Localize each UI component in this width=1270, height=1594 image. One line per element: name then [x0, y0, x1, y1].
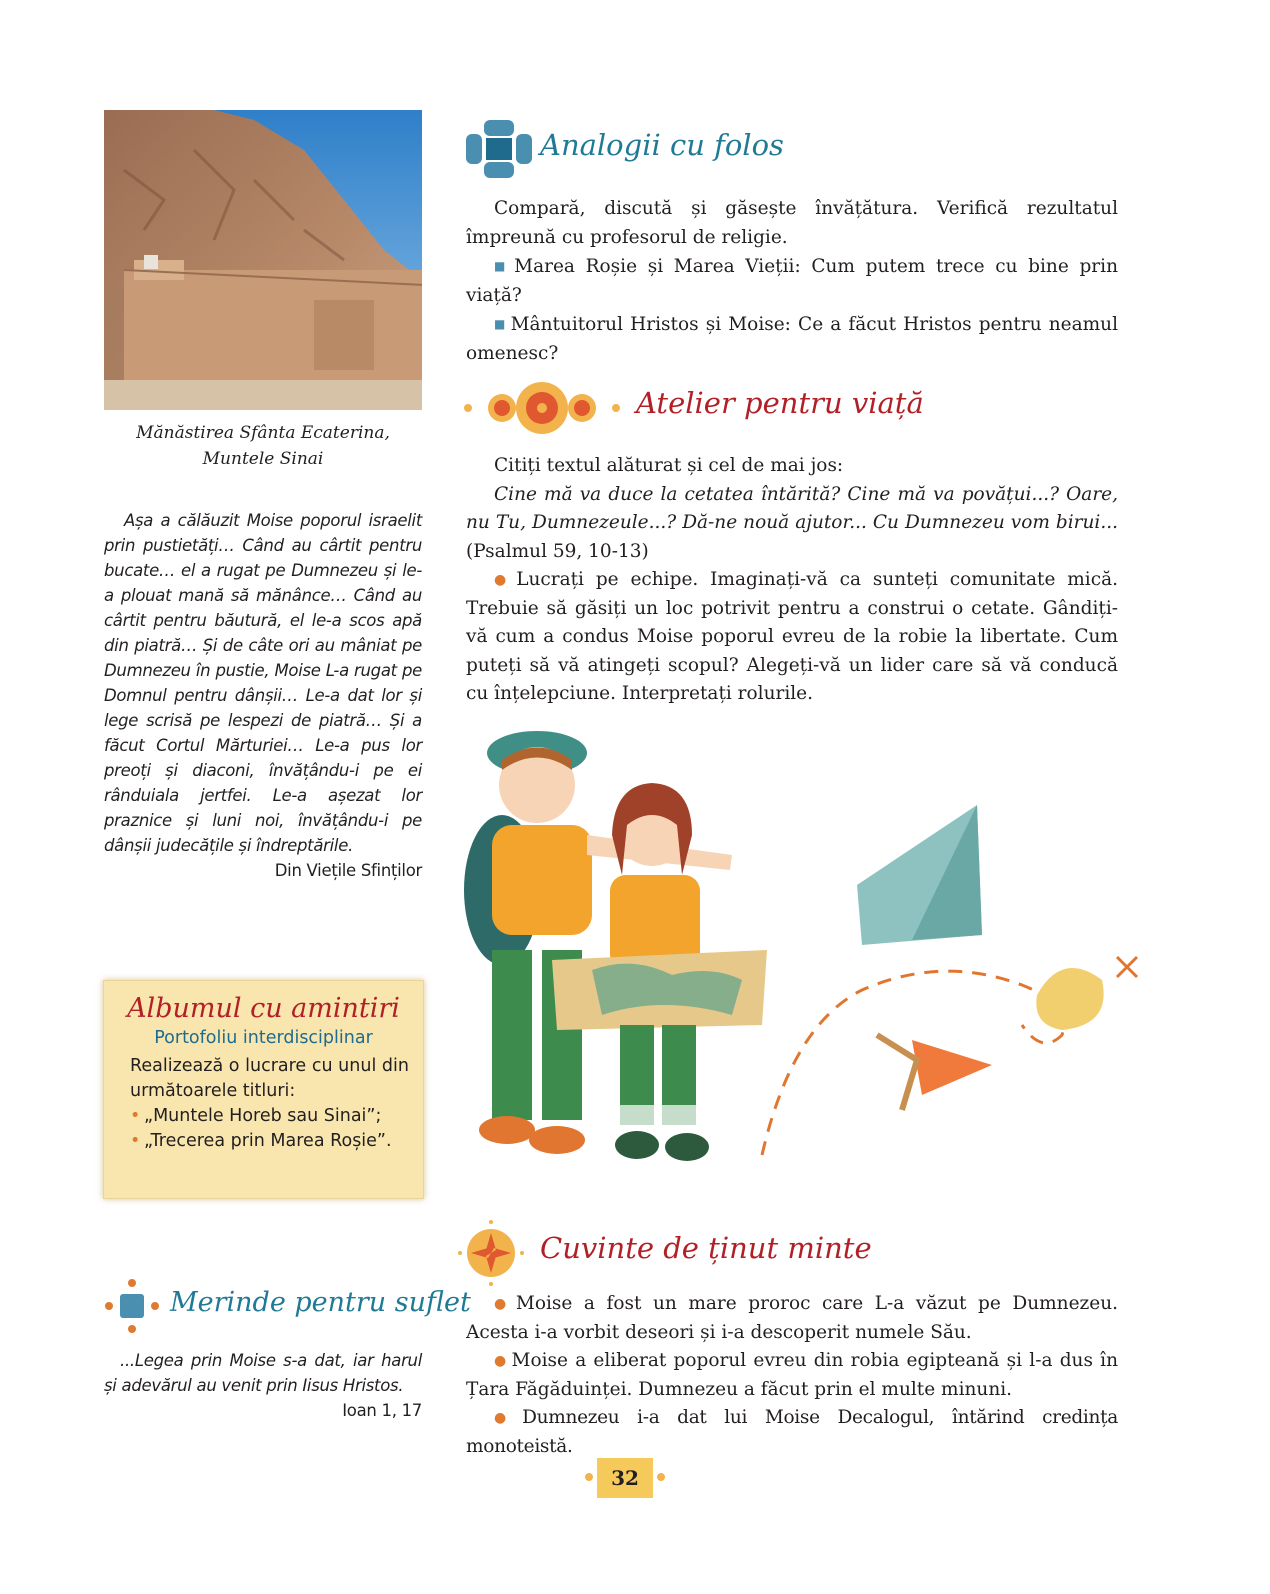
album-item: • „Trecerea prin Marea Roșie”. [130, 1129, 409, 1154]
album-intro: Realizează o lucrare cu unul din următoarele titluri: [130, 1056, 409, 1101]
album-item: • „Muntele Horeb sau Sinai”; [130, 1104, 409, 1129]
analogii-body [466, 195, 1118, 368]
album-box [103, 980, 424, 1199]
atelier-body [466, 452, 1118, 709]
photo-caption-line1: Mănăstirea Sfânta Ecaterina, [136, 423, 390, 443]
page-number: 32 [597, 1458, 653, 1498]
cuvinte-item: ● Moise a fost un mare proroc care L-a văzut pe Dumnezeu. Acesta i-a vorbit deseori și i-a descoperit numele Său. [466, 1293, 1119, 1343]
analogii-item: ■ Mântuitorul Hristos și Moise: Ce a făcut Hristos pentru neamul omenesc? [466, 314, 1119, 364]
atelier-intro: Citiți textul alăturat și cel de mai jos: [494, 455, 844, 476]
atelier-quote-ref: (Psalmul 59, 10-13) [466, 540, 649, 562]
cuvinte-ornament-icon [458, 1220, 524, 1290]
album-title: Albumul cu amintiri [127, 993, 400, 1024]
bullet-icon: ■ [494, 317, 507, 331]
analogii-intro: Compară, discută și găsește învățătura. Verifică rezultatul împreună cu profesorul de religie. [466, 198, 1118, 248]
cuvinte-title: Cuvinte de ținut minte [540, 1231, 872, 1265]
bullet-icon: ■ [494, 259, 511, 273]
atelier-quote-paragraph [466, 481, 1118, 567]
merinde-source: Ioan 1, 17 [342, 1401, 422, 1420]
album-subtitle: Portofoliu interdisciplinar [154, 1028, 373, 1048]
merinde-quote-block [104, 1348, 422, 1423]
bullet-icon: ● [494, 1353, 508, 1369]
bullet-icon: ● [494, 1410, 519, 1426]
page-number-dot-left [585, 1473, 593, 1481]
left-quote-source: Din Viețile Sfinților [274, 861, 422, 880]
analogii-ornament-icon [466, 120, 532, 182]
merinde-ornament-icon [104, 1278, 160, 1338]
page-number-dot-right [657, 1473, 665, 1481]
photo-caption-line2: Muntele Sinai [202, 449, 324, 469]
merinde-quote: ...Legea prin Moise s-a dat, iar harul și adevărul au venit prin Iisus Hristos. [104, 1351, 422, 1395]
cuvinte-item: ● Moise a eliberat poporul evreu din robia egipteană și l-a dus în Țara Făgăduinței. Dumnezeu a făcut prin el multe minuni. [466, 1350, 1118, 1400]
atelier-ornament-icon [462, 380, 622, 440]
analogii-title: Analogii cu folos [540, 128, 784, 162]
cuvinte-item: ● Dumnezeu i-a dat lui Moise Decalogul, întărind credința monoteistă. [466, 1407, 1118, 1457]
left-quote-text: Așa a călăuzit Moise poporul israelit prin pustietăți… Când au cârtit pentru bucate… el a rugat pe Dumnezeu și le-a plouat mană să mănânce… Când au cârtit pentru băutură, el le-a scos apă din piatră… Și de câte ori au mâniat pe Dumnezeu în pustie, Moise L-a rugat pe Domnul pentru dânșii… Le-a dat lor și lege scrisă pe lespezi de piatră… Și a făcut Cortul Mărturiei… Le-a pus lor preoți și diaconi, învățându-i pe ei rânduiala jertfei. Le-a așezat lor praznice și luni noi, învățându-i pe dânșii judecățile și îndreptările. [104, 511, 422, 855]
monastery-photo [104, 110, 422, 410]
bullet-icon: ● [494, 1296, 512, 1312]
merinde-title: Merinde pentru suflet [170, 1287, 471, 1318]
bullet-icon: ● [494, 572, 513, 588]
left-quote [104, 508, 422, 883]
atelier-title: Atelier pentru viață [636, 386, 924, 420]
analogii-item: ■ Marea Roșie și Marea Vieții: Cum putem trece cu bine prin viață? [466, 256, 1118, 306]
cuvinte-body [466, 1290, 1118, 1461]
atelier-quote: Cine mă va duce la cetatea întărită? Cine mă va povățui...? Oare, nu Tu, Dumnezeule...? Dă-ne nouă ajutor... Cu Dumnezeu vom birui... [466, 483, 1118, 533]
atelier-task: ● Lucrați pe echipe. Imaginați-vă ca sunteți comunitate mică. Trebuie să găsiți un loc potrivit pentru a construi o cetate. Gândiți-vă cum a condus Moise poporul evreu de la robie la libertate. Cum puteți să vă atingeți scopul? Alegeți-vă un lider care să vă conducă cu înțelepciune. Interpretați rolurile. [466, 569, 1118, 704]
children-map-illustration [462, 725, 1152, 1199]
